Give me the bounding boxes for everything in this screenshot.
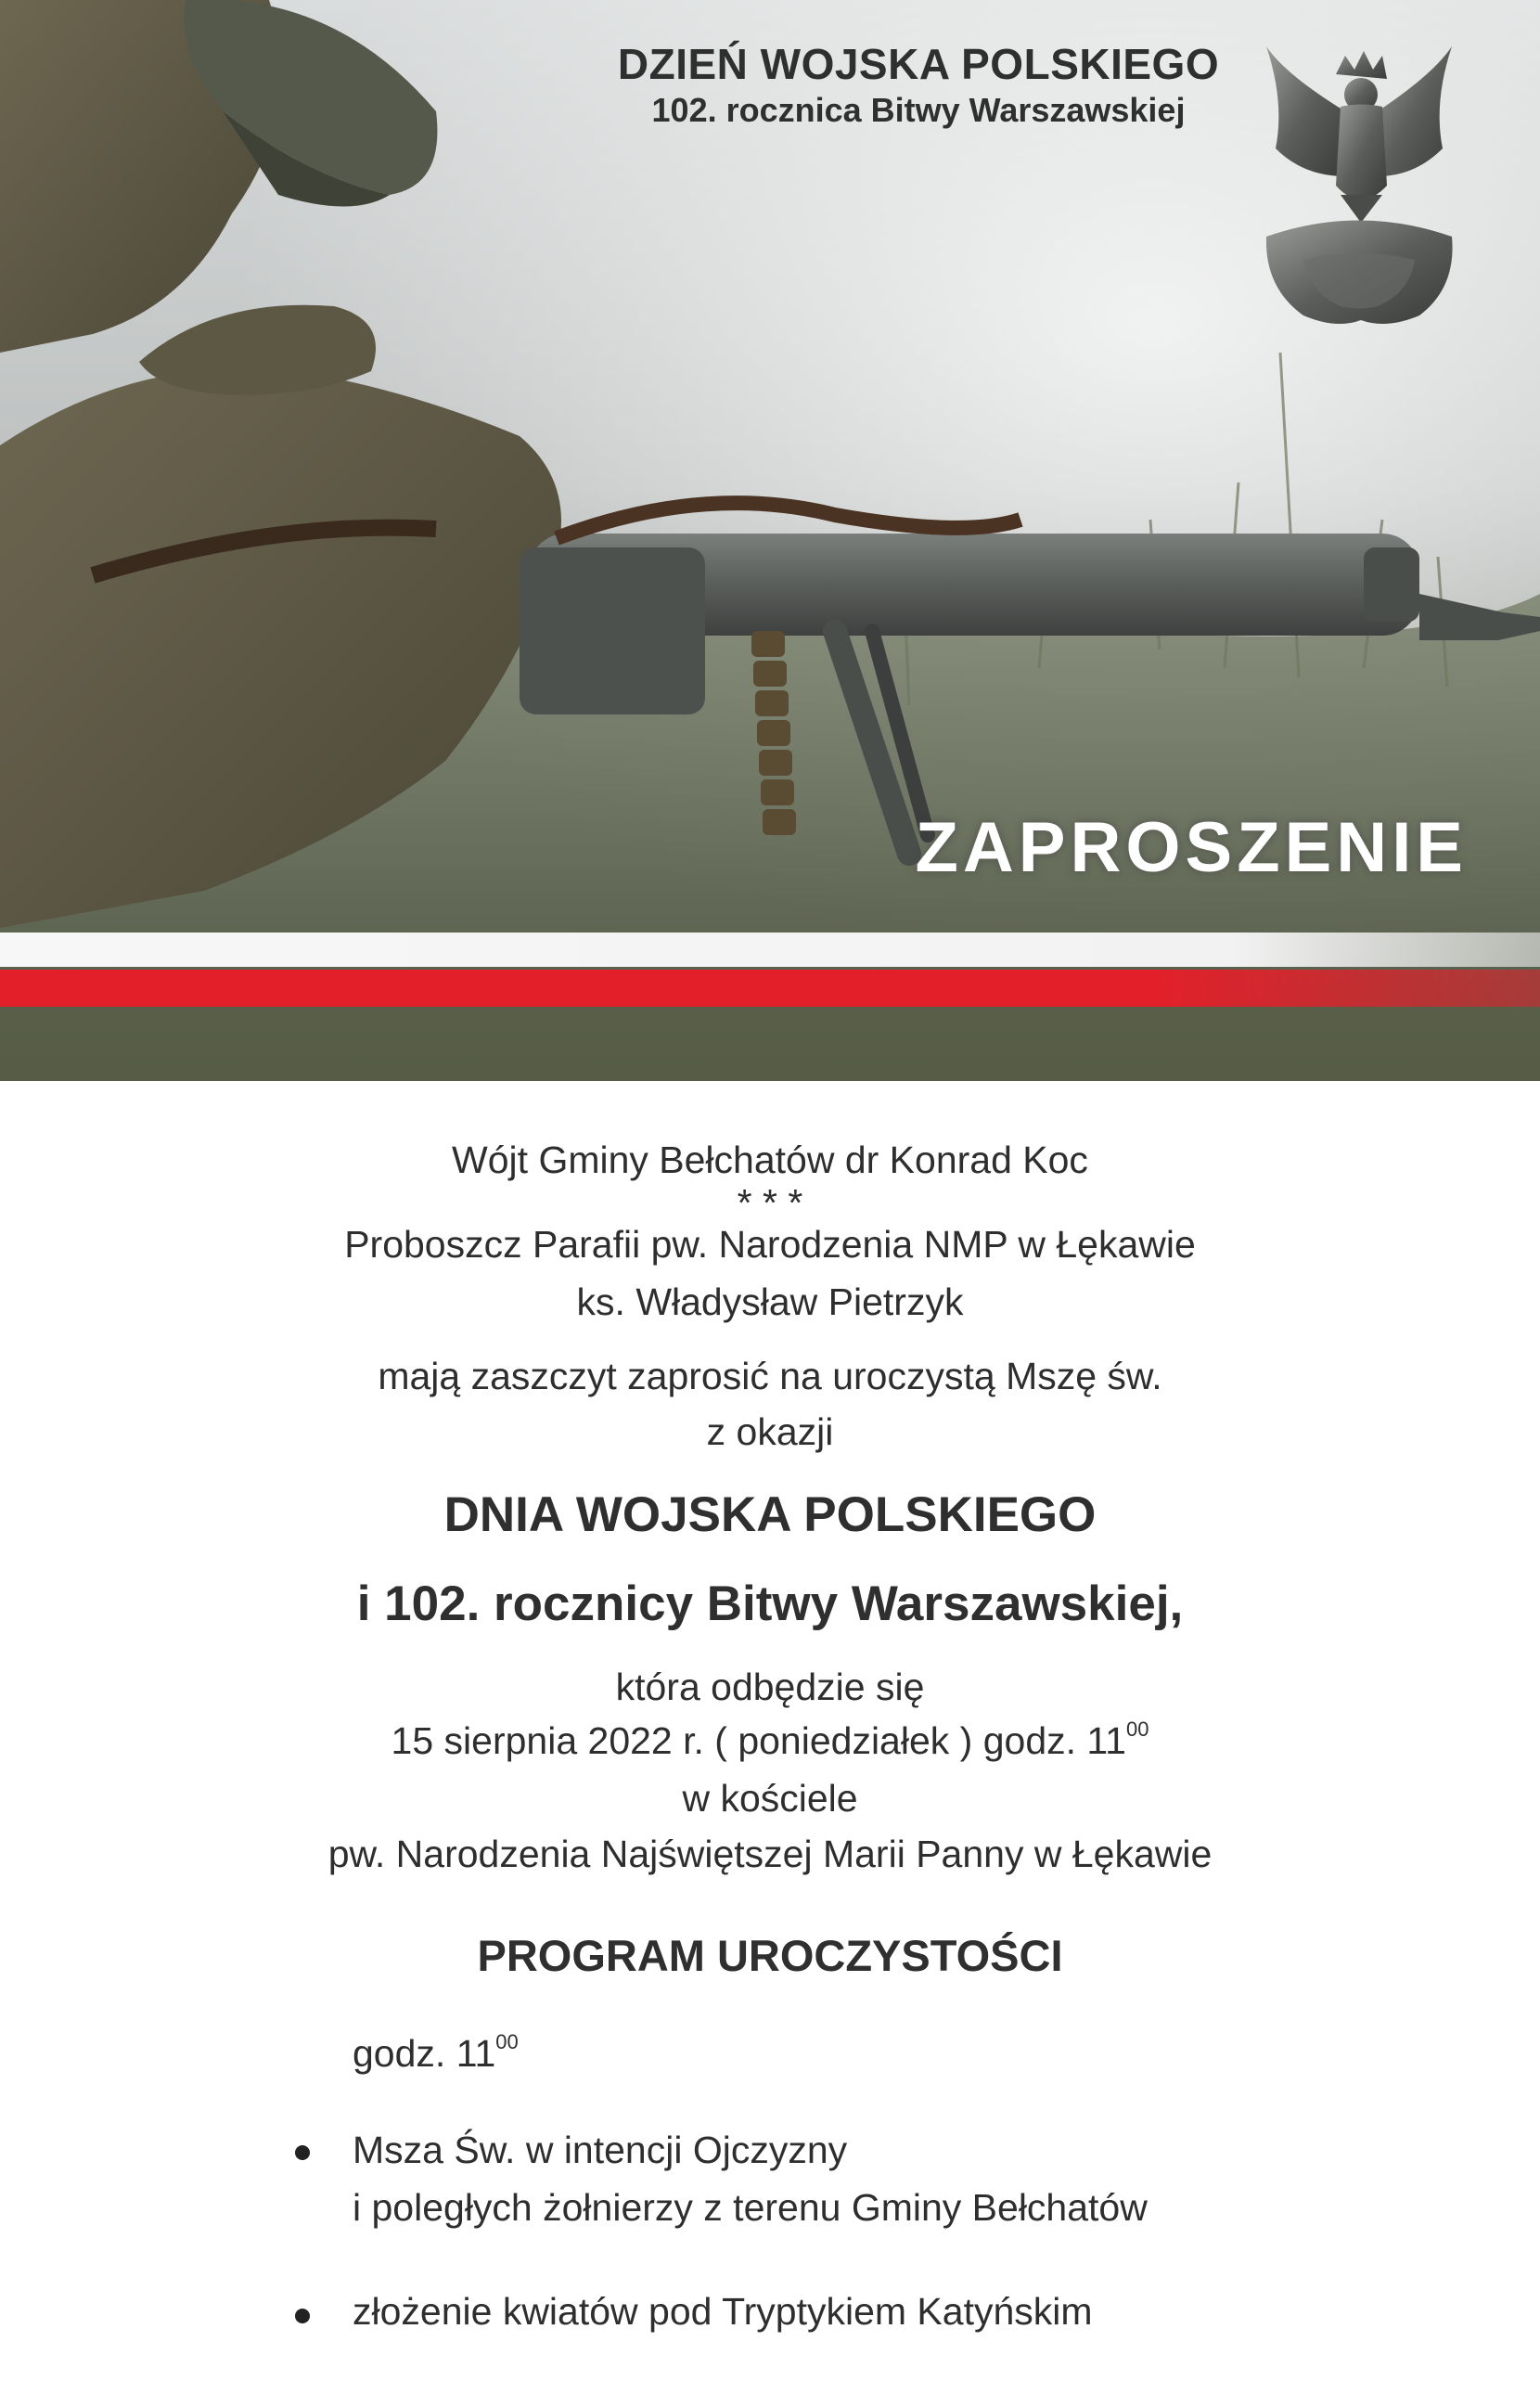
- program-time: [353, 2032, 519, 2076]
- program-time-text: godz. 11: [353, 2032, 496, 2075]
- program-heading: PROGRAM UROCZYSTOŚCI: [477, 1931, 1063, 1980]
- event-date-minutes: 00: [1125, 1718, 1149, 1742]
- host-2-line-1: Proboszcz Parafii pw. Narodzenia NMP w Łękawie: [344, 1223, 1196, 1266]
- place-line-2: pw. Narodzenia Najświętszej Marii Panny w Łękawie: [327, 1833, 1213, 1875]
- header-title: DZIEŃ WOJSKA POLSKIEGO: [617, 40, 1220, 88]
- host-2-line-2: ks. Władysław Pietrzyk: [576, 1280, 964, 1323]
- event-date: [0, 1719, 1540, 1763]
- program-time-minutes: 00: [495, 2030, 519, 2054]
- header-subtitle: 102. rocznica Bitwy Warszawskiej: [651, 91, 1186, 129]
- polish-military-eagle-icon: [1248, 37, 1470, 343]
- bullet-icon: [295, 2145, 310, 2160]
- event-line-2: i 102. rocznicy Bitwy Warszawskiej,: [356, 1576, 1184, 1631]
- invite-line-2: z okazji: [706, 1410, 834, 1453]
- program-item-1-line-1: Msza Św. w intencji Ojczyzny: [353, 2129, 848, 2171]
- host-1: Wójt Gminy Bełchatów dr Konrad Koc: [452, 1139, 1088, 1181]
- program-item-2: [353, 2283, 1093, 2340]
- event-date-text: 15 sierpnia 2022 r. ( poniedziałek ) godz. 11: [391, 1719, 1126, 1762]
- separator: * * *: [737, 1181, 803, 1224]
- when-intro: która odbędzie się: [615, 1666, 925, 1708]
- place-line-1: w kościele: [682, 1777, 858, 1820]
- program-item-1-line-2: i poległych żołnierzy z terenu Gminy Bełchatów: [353, 2186, 1148, 2229]
- invite-line-1: mają zaszczyt zaprosić na uroczystą Mszę św.: [378, 1355, 1162, 1397]
- program-item-1: [353, 2121, 1148, 2236]
- header-banner: [0, 0, 1540, 1081]
- event-line-1: DNIA WOJSKA POLSKIEGO: [443, 1487, 1097, 1542]
- invitation-badge: ZAPROSZENIE: [915, 808, 1468, 887]
- program-item-2-line-1: złożenie kwiatów pod Tryptykiem Katyńskim: [353, 2290, 1093, 2333]
- bullet-icon: [295, 2309, 310, 2323]
